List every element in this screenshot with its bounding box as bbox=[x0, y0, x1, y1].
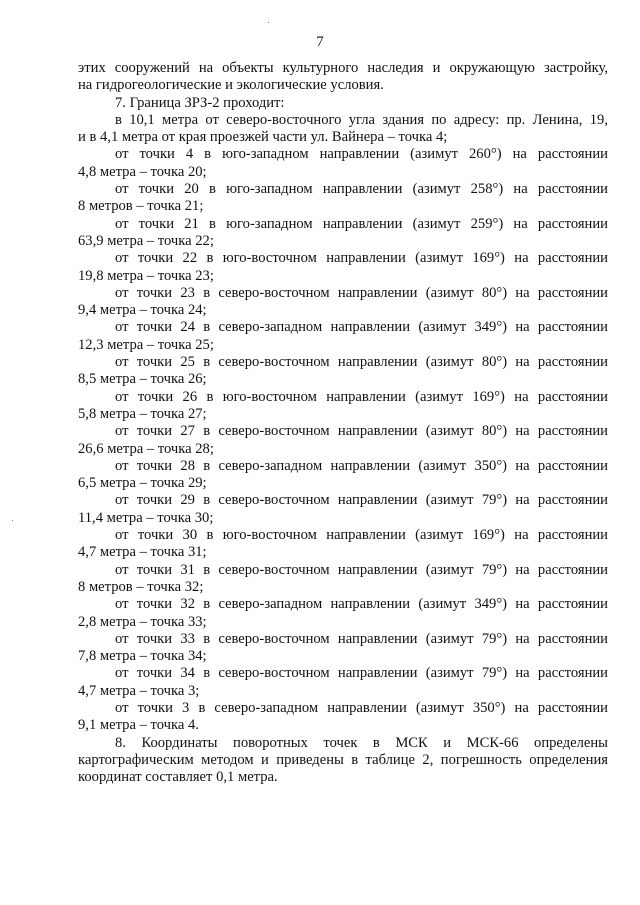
text-line: 4,8 метра – точка 20; bbox=[78, 163, 207, 180]
text-line: от точки 29 в северо-восточном направлении (азимут 79°) на расстоянии bbox=[115, 492, 608, 509]
text-line: от точки 3 в северо-западном направлении (азимут 350°) на расстоянии bbox=[115, 699, 608, 716]
text-line: от точки 25 в северо-восточном направлении (азимут 80°) на расстоянии bbox=[115, 354, 608, 371]
text-line: 26,6 метра – точка 28; bbox=[78, 440, 214, 457]
text-line: 8,5 метра – точка 26; bbox=[78, 371, 207, 388]
text-line: 8. Координаты поворотных точек в МСК и МСК-66 определены bbox=[115, 734, 608, 751]
text-line: 63,9 метра – точка 22; bbox=[78, 232, 214, 249]
text-line: 2,8 метра – точка 33; bbox=[78, 613, 207, 630]
text-line: 5,8 метра – точка 27; bbox=[78, 405, 207, 422]
text-line: 7. Граница ЗРЗ-2 проходит: bbox=[115, 94, 285, 111]
scan-speck bbox=[12, 520, 13, 521]
text-line: 8 метров – точка 21; bbox=[78, 198, 204, 215]
text-line: 9,1 метра – точка 4. bbox=[78, 717, 199, 734]
text-line: от точки 31 в северо-восточном направлении (азимут 79°) на расстоянии bbox=[115, 561, 608, 578]
text-line: 7,8 метра – точка 34; bbox=[78, 648, 207, 665]
text-line: и в 4,1 метра от края проезжей части ул. Вайнера – точка 4; bbox=[78, 129, 448, 146]
text-line: картографическим методом и приведены в таблице 2, погрешность определения bbox=[78, 751, 608, 768]
text-line: от точки 26 в юго-восточном направлении (азимут 169°) на расстоянии bbox=[115, 388, 608, 405]
text-line: 4,7 метра – точка 3; bbox=[78, 682, 200, 699]
text-line: от точки 24 в северо-западном направлении (азимут 349°) на расстоянии bbox=[115, 319, 608, 336]
text-line: 19,8 метра – точка 23; bbox=[78, 267, 214, 284]
text-line: 11,4 метра – точка 30; bbox=[78, 509, 214, 526]
document-body bbox=[78, 60, 608, 786]
text-line: от точки 22 в юго-восточном направлении (азимут 169°) на расстоянии bbox=[115, 250, 608, 267]
text-line: 8 метров – точка 32; bbox=[78, 578, 204, 595]
text-line: 6,5 метра – точка 29; bbox=[78, 475, 207, 492]
text-line: от точки 20 в юго-западном направлении (азимут 258°) на расстоянии bbox=[115, 181, 608, 198]
text-line: от точки 30 в юго-восточном направлении (азимут 169°) на расстоянии bbox=[115, 527, 608, 544]
text-line: от точки 21 в юго-западном направлении (азимут 259°) на расстоянии bbox=[115, 215, 608, 232]
text-line: 12,3 метра – точка 25; bbox=[78, 336, 214, 353]
text-line: от точки 4 в юго-западном направлении (азимут 260°) на расстоянии bbox=[115, 146, 608, 163]
text-line: координат составляет 0,1 метра. bbox=[78, 769, 278, 786]
text-line: на гидрогеологические и экологические условия. bbox=[78, 77, 384, 94]
text-line: от точки 27 в северо-восточном направлении (азимут 80°) на расстоянии bbox=[115, 423, 608, 440]
text-line: этих сооружений на объекты культурного наследия и окружающую застройку, bbox=[78, 60, 608, 76]
text-line: от точки 33 в северо-восточном направлении (азимут 79°) на расстоянии bbox=[115, 630, 608, 647]
text-line: от точки 32 в северо-западном направлении (азимут 349°) на расстоянии bbox=[115, 596, 608, 613]
text-line: от точки 34 в северо-восточном направлении (азимут 79°) на расстоянии bbox=[115, 665, 608, 682]
page-number: 7 bbox=[316, 34, 324, 50]
text-line: в 10,1 метра от северо-восточного угла здания по адресу: пр. Ленина, 19, bbox=[115, 111, 608, 128]
text-line: 4,7 метра – точка 31; bbox=[78, 544, 207, 561]
text-line: от точки 23 в северо-восточном направлении (азимут 80°) на расстоянии bbox=[115, 284, 608, 301]
text-line: 9,4 метра – точка 24; bbox=[78, 302, 207, 319]
text-line: от точки 28 в северо-западном направлении (азимут 350°) на расстоянии bbox=[115, 457, 608, 474]
scan-speck bbox=[268, 22, 269, 23]
